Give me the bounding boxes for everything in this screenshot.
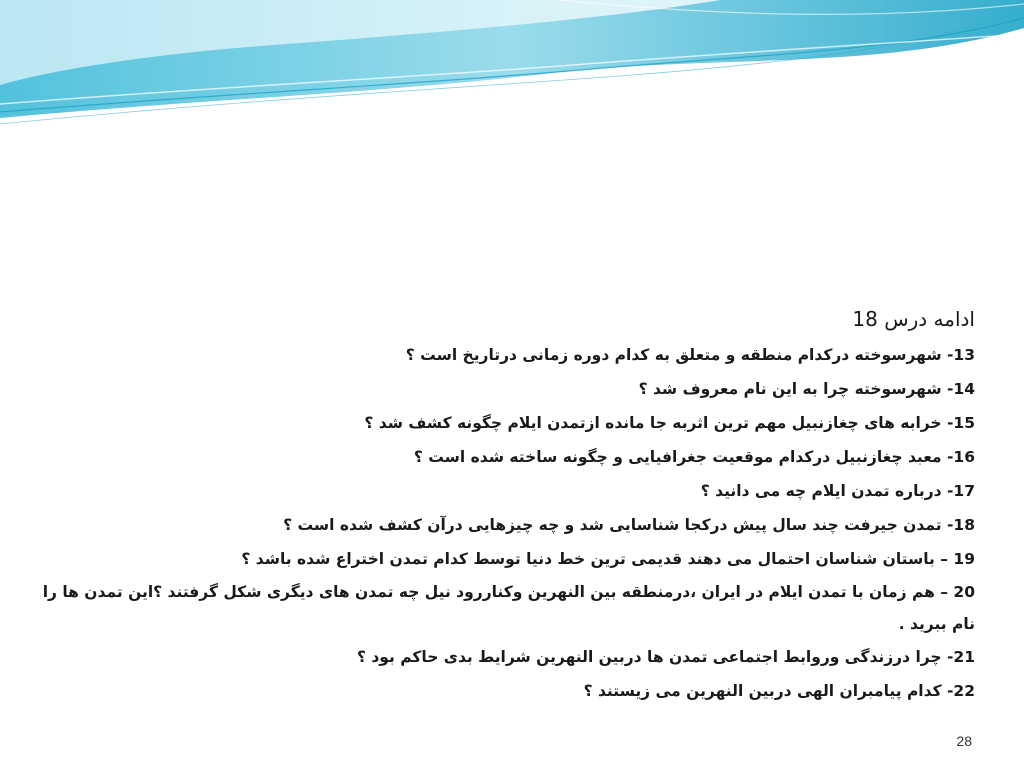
page-number: 28 <box>956 733 972 749</box>
question-list <box>40 338 975 708</box>
question-item: 20 – هم زمان با تمدن ایلام در ایران ،درمنطقه بین النهرین وکناررود نیل چه تمدن های دیگری شکل گرفتند ؟این تمدن ها را نام ببرید . <box>42 583 975 633</box>
slide-content <box>40 300 975 708</box>
question-item: 15- خرابه های چغازنبیل مهم ترین اثربه جا مانده ازتمدن ایلام چگونه کشف شد ؟ <box>364 414 975 432</box>
question-item: 14- شهرسوخته چرا به این نام معروف شد ؟ <box>638 380 975 398</box>
question-item: 13- شهرسوخته درکدام منطقه و متعلق به کدام دوره زمانی درتاریخ است ؟ <box>405 346 975 364</box>
question-item: 22- کدام پیامبران الهی دربین النهرین می زیستند ؟ <box>583 682 975 700</box>
question-item: 19 – باستان شناسان احتمال می دهند قدیمی ترین خط دنیا توسط کدام تمدن اختراع شده باشد ؟ <box>241 550 975 568</box>
question-item: 18- تمدن جیرفت چند سال پیش درکجا شناسایی شد و چه چیزهایی درآن کشف شده است ؟ <box>283 516 975 534</box>
question-item: 17- درباره تمدن ایلام چه می دانید ؟ <box>700 482 975 500</box>
question-item: 16- معبد چغازنبیل درکدام موقعیت جغرافیایی و چگونه ساخته شده است ؟ <box>413 448 975 466</box>
header-wave-decoration <box>0 0 1024 130</box>
question-item: 21- چرا درزندگی وروابط اجتماعی تمدن ها دربین النهرین شرایط بدی حاکم بود ؟ <box>356 648 975 666</box>
lesson-title: ادامه درس 18 <box>852 307 975 331</box>
